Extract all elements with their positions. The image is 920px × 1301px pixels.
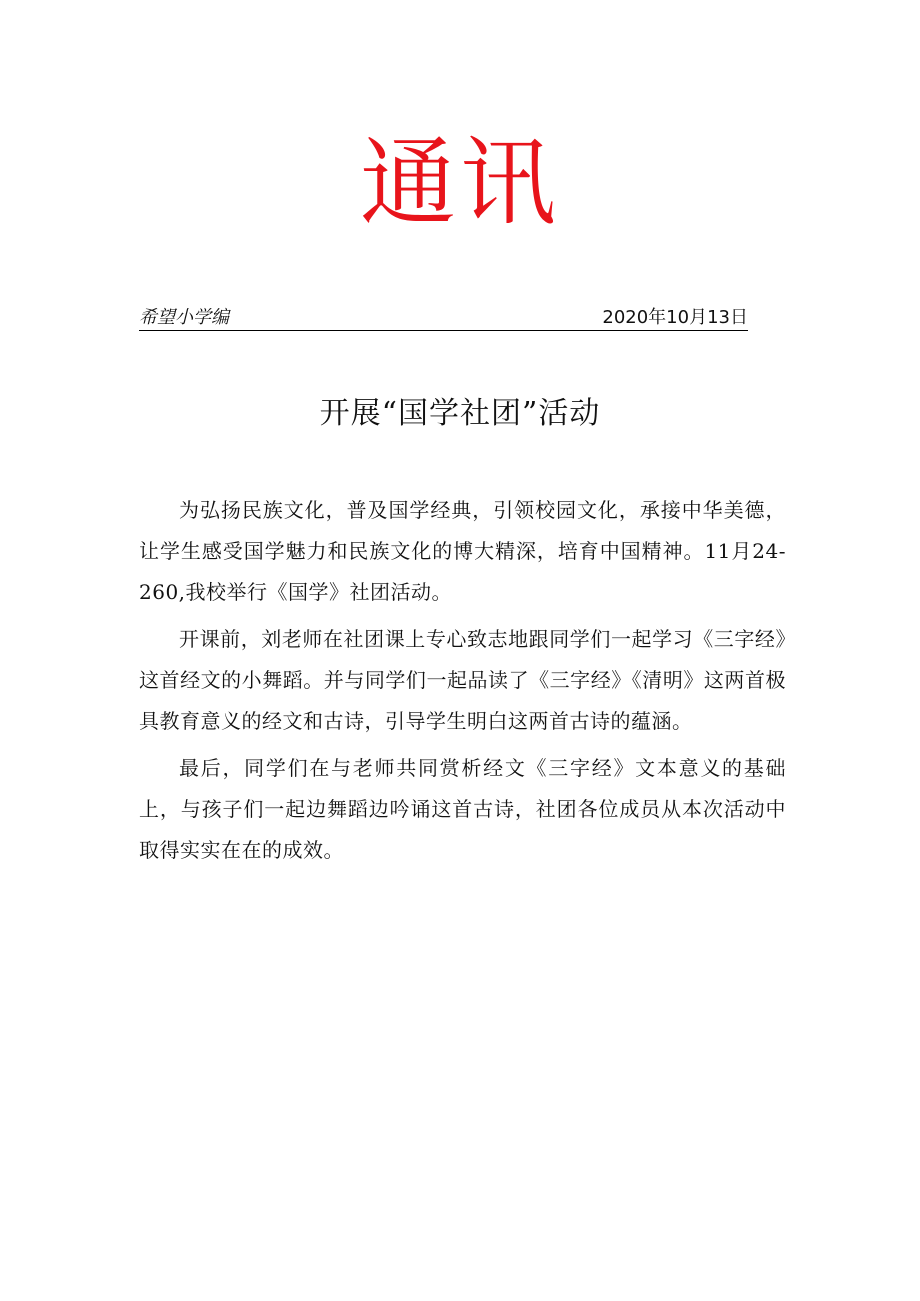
byline-row	[139, 302, 748, 331]
article-title: 开展“国学社团”活动	[319, 396, 601, 431]
paragraph-conclusion: 最后，同学们在与老师共同赏析经文《三字经》文本意义的基础上，与孩子们一起边舞蹈边吟诵这首古诗，社团各位成员从本次活动中取得实实在在的成效。	[139, 756, 786, 862]
paragraph-class: 开课前，刘老师在社团课上专心致志地跟同学们一起学习《三字经》这首经文的小舞蹈。并与同学们一起品读了《三字经》《清明》这两首极具教育意义的经文和古诗，引导学生明白这两首古诗的蕴涵。	[139, 627, 786, 733]
article-body	[139, 490, 786, 877]
publication-date: 2020年10月13日	[602, 307, 748, 328]
editor-name: 希望小学编	[139, 307, 229, 328]
masthead-title: 通讯	[360, 127, 560, 239]
paragraph-intro: 为弘扬民族文化，普及国学经典，引领校园文化，承接中华美德，让学生感受国学魅力和民族文化的博大精深，培育中国精神。11月24-260,我校举行《国学》社团活动。	[139, 498, 786, 604]
